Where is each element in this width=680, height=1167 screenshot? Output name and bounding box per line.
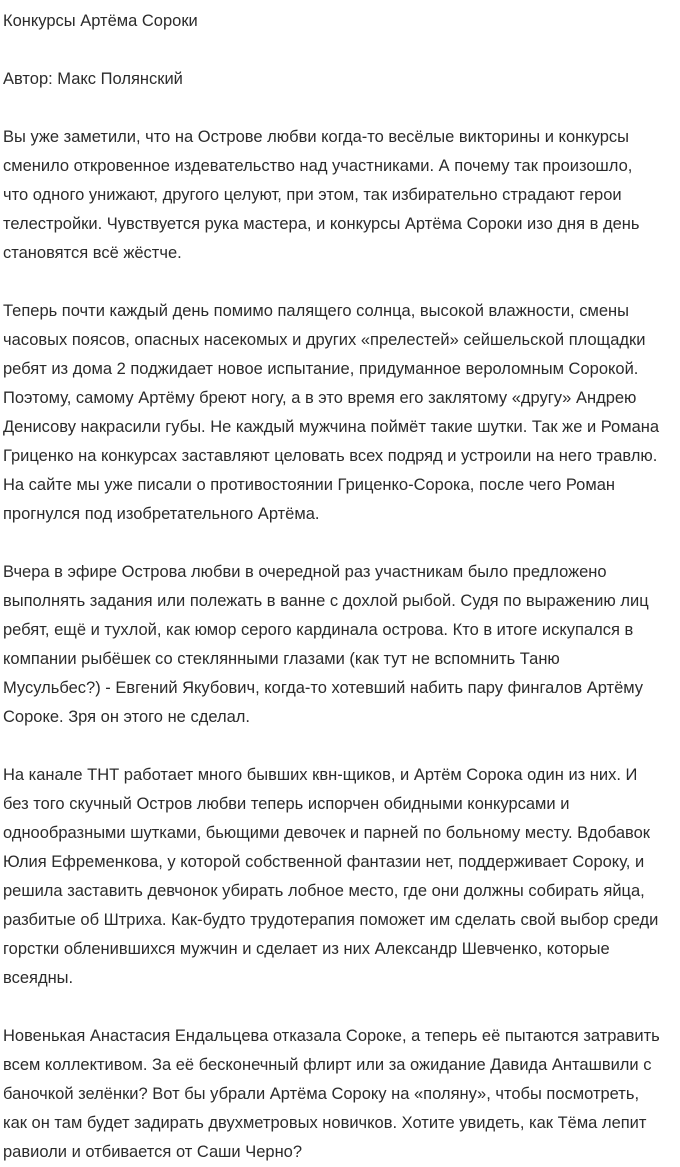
article-title: Конкурсы Артёма Сороки (3, 12, 198, 30)
article-paragraph: Вы уже заметили, что на Острове любви когда-то весёлые викторины и конкурсы сменило откровенное издевательство над участниками. А почему так произошло, что одного унижают, другого целуют, при этом, так избирательно страдают герои телестройки. Чувствуется рука мастера, и конкурсы Артёма Сороки изо дня в день становятся всё жёстче. (3, 128, 640, 262)
article-paragraph: На канале ТНТ работает много бывших квн-щиков, и Артём Сорока один из них. И без того скучный Остров любви теперь испорчен обидными конкурсами и однообразными шутками, бьющими девочек и парней по больному месту. Вдобавок Юлия Ефременкова, у которой собственной фантазии нет, поддерживает Сороку, и решила заставить девчонок убирать лобное место, где они должны собирать яйца, разбитые об Штриха. Как-будто трудотерапия поможет им сделать свой выбор среди горстки обленившихся мужчин и сделает из них Александр Шевченко, которые всеядны. (3, 766, 659, 987)
paragraph-spacer (3, 732, 660, 761)
article-paragraph: Вчера в эфире Острова любви в очередной раз участникам было предложено выполнять задания или полежать в ванне с дохлой рыбой. Судя по выражению лиц ребят, ещё и тухлой, как юмор серого кардинала острова. Кто в итоге искупался в компании рыбёшек со стеклянными глазами (как тут не вспомнить Таню Мусульбес?) - Евгений Якубович, когда-то хотевший набить пару фингалов Артёму Сороке. Зря он этого не сделал. (3, 563, 649, 726)
spacer-after-byline (3, 94, 660, 123)
paragraph-spacer (3, 529, 660, 558)
spacer-after-title (3, 36, 660, 65)
paragraph-spacer (3, 993, 660, 1022)
paragraph-spacer (3, 268, 660, 297)
article-paragraph: Новенькая Анастасия Ендальцева отказала Сороке, а теперь её пытаются затравить всем коллективом. За её бесконечный флирт или за ожидание Давида Анташвили с баночкой зелёнки? Вот бы убрали Артёма Сороку на «поляну», чтобы посмотреть, как он там будет задирать двухметровых новичков. Хотите увидеть, как Тёма лепит равиоли и отбивается от Саши Черно? (3, 1027, 660, 1161)
article-byline: Автор: Макс Полянский (3, 70, 183, 88)
article-paragraph: Теперь почти каждый день помимо палящего солнца, высокой влажности, смены часовых поясов, опасных насекомых и других «прелестей» сейшельской площадки ребят из дома 2 поджидает новое испытание, придуманное вероломным Сорокой. Поэтому, самому Артёму бреют ногу, а в это время его заклятому «другу» Андрею Денисову накрасили губы. Не каждый мужчина поймёт такие шутки. Так же и Романа Гриценко на конкурсах заставляют целовать всех подряд и устроили на него травлю. На сайте мы уже писали о противостоянии Гриценко-Сорока, после чего Роман прогнулся под изобретательного Артёма. (3, 302, 660, 523)
